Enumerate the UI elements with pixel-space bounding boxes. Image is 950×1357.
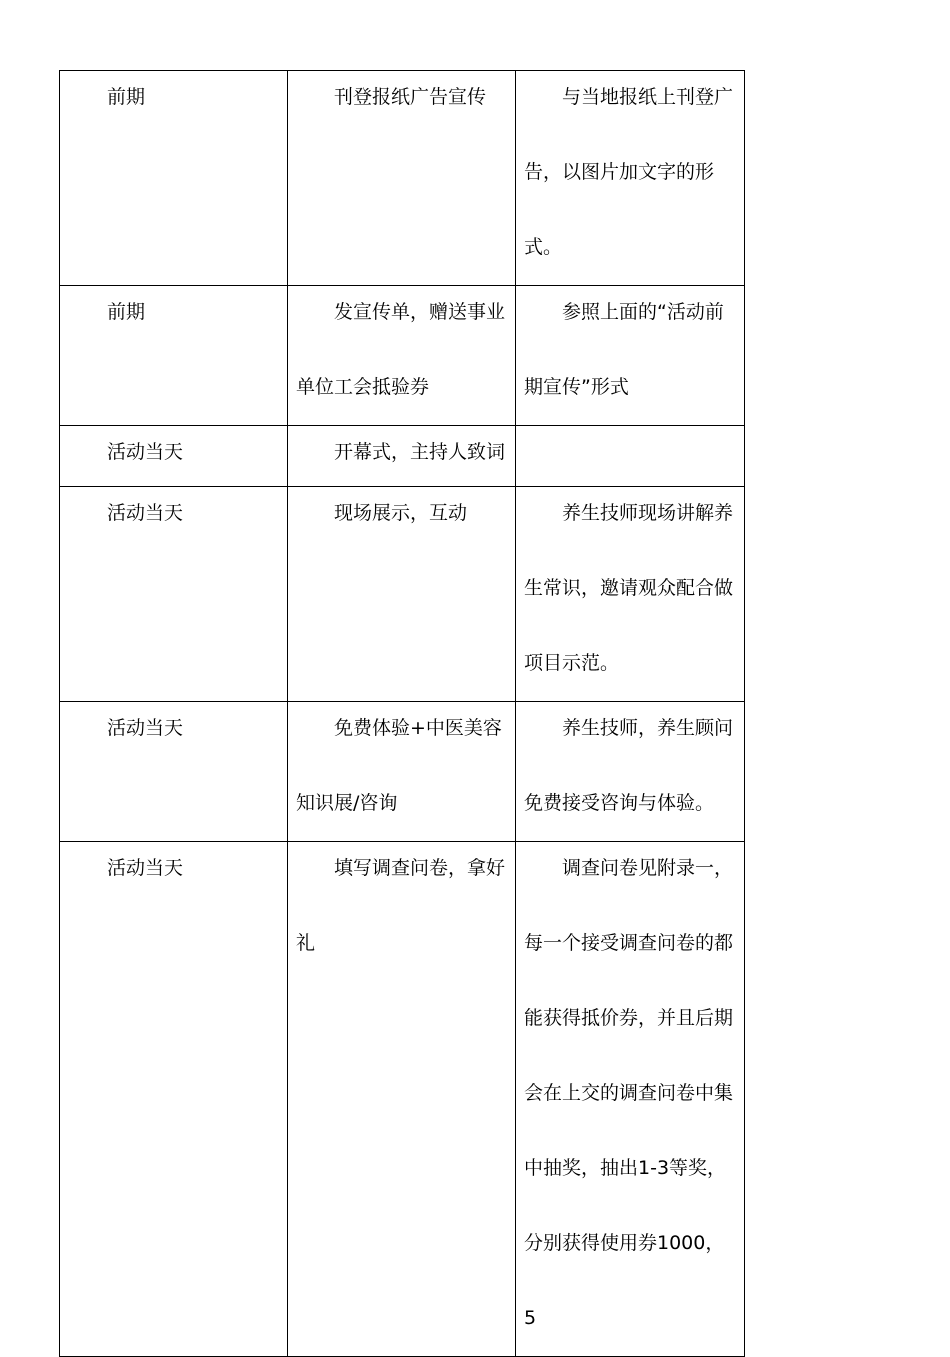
table-row (60, 702, 745, 842)
detail-text: 调查问卷见附录一，每一个接受调查问卷的都能获得抵价券，并且后期会在上交的调查问卷中集中抽奖，抽出1-3等奖，分别获得使用券1000，5 (524, 857, 734, 1329)
detail-text: 参照上面的“活动前期宣传”形式 (524, 301, 724, 398)
detail-cell (516, 487, 745, 702)
detail-cell (516, 426, 745, 487)
stage-cell: 前期 (60, 71, 288, 286)
activity-cell (288, 842, 516, 1357)
table-row (60, 842, 745, 1357)
activity-cell (288, 286, 516, 426)
activity-cell (288, 487, 516, 702)
table-row (60, 286, 745, 426)
stage-cell: 活动当天 (60, 702, 288, 842)
detail-cell (516, 71, 745, 286)
stage-cell: 活动当天 (60, 426, 288, 487)
activity-cell (288, 702, 516, 842)
activity-text: 填写调查问卷，拿好礼 (296, 857, 506, 954)
activity-cell (288, 71, 516, 286)
detail-cell (516, 702, 745, 842)
table-row (60, 71, 745, 286)
detail-cell (516, 286, 745, 426)
detail-text: 与当地报纸上刊登广告，以图片加文字的形式。 (524, 86, 734, 258)
activity-text: 现场展示，互动 (334, 502, 468, 524)
activity-cell (288, 426, 516, 487)
activity-text: 免费体验+中医美容知识展/咨询 (296, 717, 502, 814)
table-row (60, 487, 745, 702)
detail-text: 养生技师，养生顾问免费接受咨询与体验。 (524, 717, 734, 814)
stage-cell: 活动当天 (60, 842, 288, 1357)
activity-text: 刊登报纸广告宣传 (334, 86, 487, 108)
detail-cell (516, 842, 745, 1357)
stage-cell: 前期 (60, 286, 288, 426)
detail-text: 养生技师现场讲解养生常识，邀请观众配合做项目示范。 (524, 502, 734, 674)
stage-cell: 活动当天 (60, 487, 288, 702)
activity-text: 发宣传单，赠送事业单位工会抵验券 (296, 301, 506, 398)
activity-text: 开幕式，主持人致词 (334, 441, 506, 463)
table-row (60, 426, 745, 487)
activity-plan-table (59, 70, 745, 1357)
